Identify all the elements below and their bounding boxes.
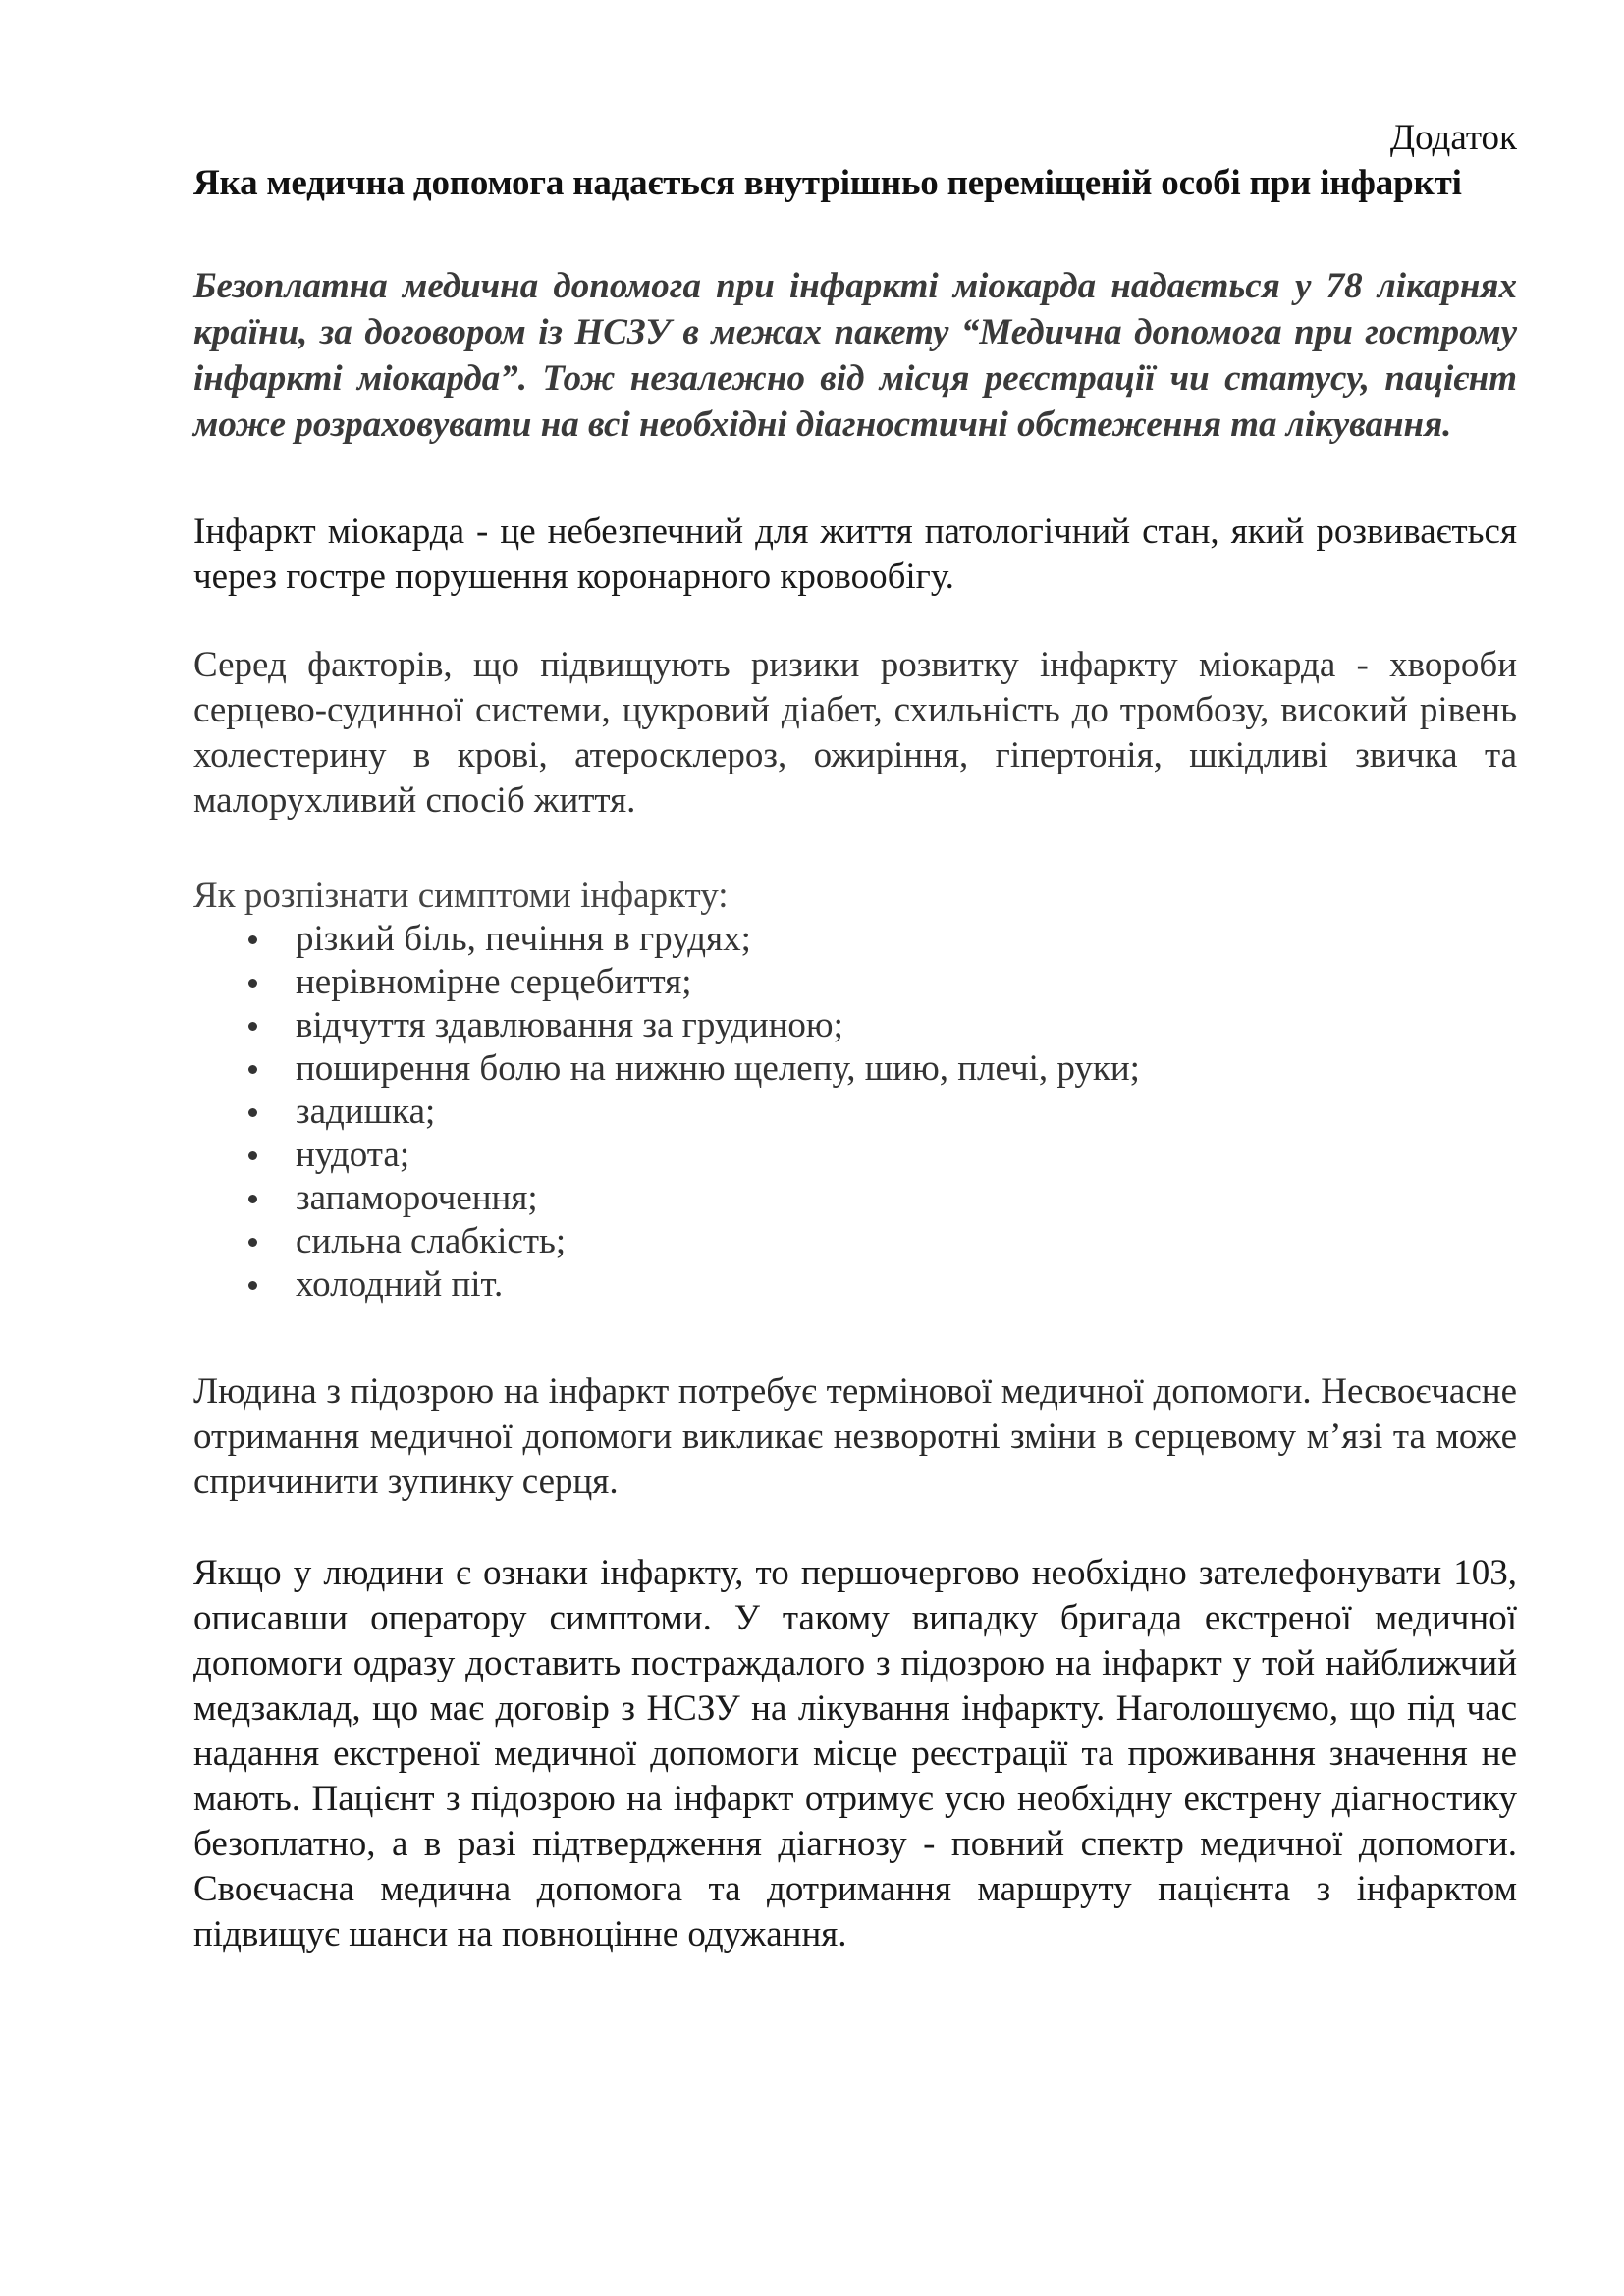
symptom-text: запаморочення; [296,1178,538,1218]
list-item [193,1177,1517,1220]
emergency-action-paragraph: Якщо у людини є ознаки інфаркту, то першочергово необхідно зателефонувати 103, описавши оператору симптоми. У такому випадку бригада екстреної медичної допомоги одразу доставить постраждалого з підозрою на інфаркт у той найближчий медзаклад, що має договір з НСЗУ на лікування інфаркту. Наголошуємо, що під час надання екстреної медичної допомоги місце реєстрації та проживання значення не мають. Пацієнт з підозрою на інфаркт отримує усю необхідну екстрену діагностику безоплатно, а в разі підтвердження діагнозу - повний спектр медичної допомоги. Своєчасна медична допомога та дотримання маршруту пацієнта з інфарктом підвищує шанси на повноцінне одужання. [193,1553,1517,1954]
symptoms-list [193,918,1517,1307]
symptom-text: різкий біль, печіння в грудях; [296,919,751,959]
list-item [193,1047,1517,1091]
bullet-dot-icon [248,1281,257,1290]
risk-factors-paragraph: Серед факторів, що підвищують ризики розвитку інфаркту міокарда - хвороби серцево-судинної системи, цукровий діабет, схильність до тромбозу, високий рівень холестерину в крові, атеросклероз, ожиріння, гіпертонія, шкідливі звичка та малорухливий спосіб життя. [193,645,1517,821]
symptom-text: відчуття здавлювання за грудиною; [296,1005,843,1045]
list-item [193,1220,1517,1263]
list-item [193,1004,1517,1047]
urgent-care-paragraph: Людина з підозрою на інфаркт потребує термінової медичної допомоги. Несвоєчасне отримання медичної допомоги викликає незворотні зміни в серцевому м’язі та може спричинити зупинку серця. [193,1371,1517,1502]
lead-paragraph: Безоплатна медична допомога при інфаркті міокарда надається у 78 лікарнях країни, за договором із НСЗУ в межах пакету “Медична допомога при гострому інфаркті міокарда”. Тож незалежно від місця реєстрації чи статусу, пацієнт може розраховувати на всі необхідні діагностичні обстеження та лікування. [193,266,1517,445]
symptom-text: нерівномірне серцебиття; [296,962,692,1002]
list-item [193,961,1517,1004]
list-item [193,1134,1517,1177]
symptoms-intro: Як розпізнати симптоми інфаркту: [193,876,729,916]
list-item [193,1091,1517,1134]
bullet-dot-icon [248,1151,257,1160]
symptom-text: задишка; [296,1092,436,1132]
bullet-dot-icon [248,1108,257,1117]
list-item [193,1263,1517,1307]
symptom-text: нудота; [296,1135,410,1175]
bullet-dot-icon [248,1238,257,1247]
symptom-text: сильна слабкість; [296,1221,567,1261]
document-page [193,116,1517,1957]
bullet-dot-icon [248,935,257,944]
bullet-dot-icon [248,979,257,988]
symptom-text: поширення болю на нижню щелепу, шию, плечі, руки; [296,1048,1140,1089]
list-item [193,918,1517,961]
bullet-dot-icon [248,1022,257,1031]
document-title: Яка медична допомога надається внутрішньо переміщеній особі при інфаркті [193,163,1462,203]
bullet-dot-icon [248,1065,257,1074]
definition-paragraph: Інфаркт міокарда - це небезпечний для життя патологічний стан, який розвивається через гостре порушення коронарного кровообігу. [193,511,1517,597]
appendix-label: Додаток [1389,118,1517,158]
symptom-text: холодний піт. [296,1264,504,1305]
bullet-dot-icon [248,1195,257,1203]
